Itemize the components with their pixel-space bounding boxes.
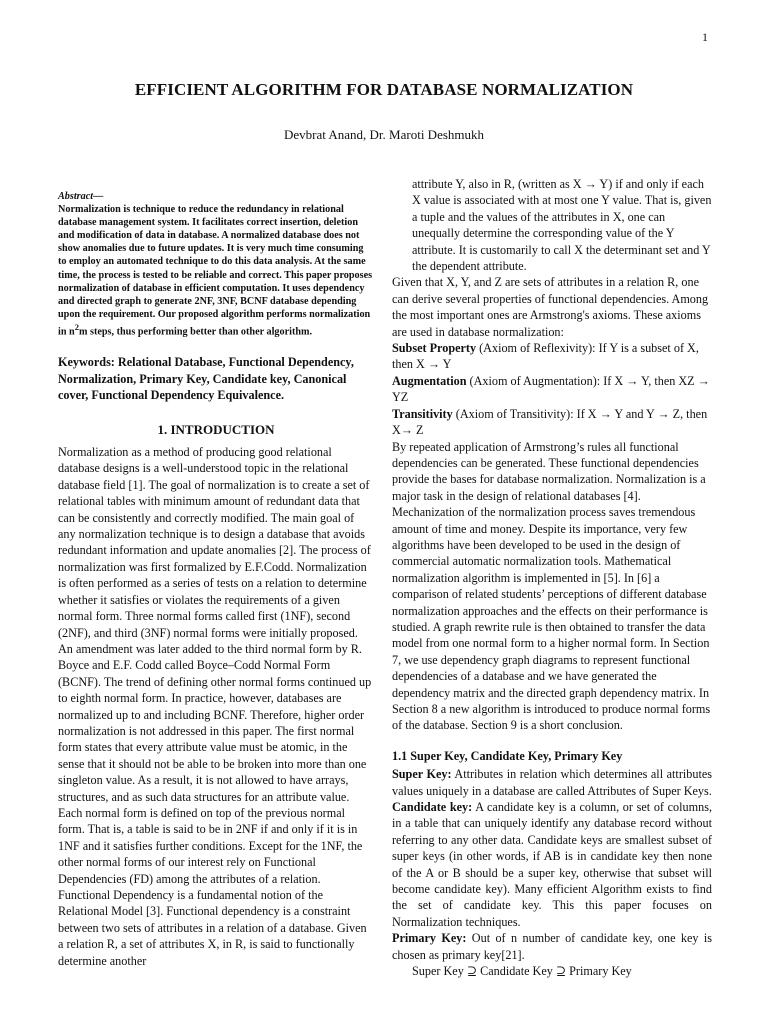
axiom-name: Transitivity (392, 406, 453, 421)
armstrong-paragraph: By repeated application of Armstrong’s rules all functional dependencies can be generated. These functional dependencies provide the bases for database normalization. Normalization is a major task in the design of relational databases [4]. Mechanization of the normalization process saves tremendous amount of time and money. Despite its importance, very few algorithms have been developed to be used in the design of commercial automatic normalization tools. Mathematical normalization algorithm is implemented in [5]. In [6] a comparison of related students’ perceptions of different database normalization approaches and the effects on their performance is studied. A graph rewrite rule is then obtained to transfer the data model from one normal form to a higher normal form. In Section 7, we use dependency graph diagrams to represent functional dependencies of a database and we have generated the dependency matrix and the directed graph dependency matrix. In Section 8 a new algorithm is introduced to produce normal forms of the database. Section 9 is a short conclusion. (392, 439, 711, 733)
abstract-text: Normalization is technique to reduce the redundancy in relational database management system. It facilitates correct insertion, deletion and modification of data in database. A normalized database does not show anomalies due to future updates. It is very much time consuming to employ an automated technique to do this data analysis. At the same time, the process is tested to be reliable and correct. This paper proposes normalization of database in efficient computation. It uses dependency and directed graph to generate 2NF, 3NF, BCNF database depending upon the requirement. Our proposed algorithm performs normalization in n (58, 204, 373, 338)
right-column (392, 176, 712, 980)
intro-paragraph: Normalization as a method of producing good relational database designs is a well-understood topic in the relational database field [1]. The goal of normalization is to create a set of relational tables with minimum amount of redundant data that can be consistently and correctly modified. The main goal of any normalization technique is to design a database that avoids redundant information and update anomalies [2]. The process of normalization was first formalized by E.F.Codd. Normalization is often performed as a series of tests on a relation to determine whether it satisfies or violates the requirements of a given normal form. Three normal forms called first (1NF), second (2NF), and third (3NF) normal forms were initially proposed. An amendment was later added to the third normal form by R. Boyce and E.F. Codd called Boyce–Codd Normal Form (BCNF). The trend of defining other normal forms continued up to eighth normal form. In practice, however, databases are normalized up to and including BCNF. Therefore, higher order normalization is not addressed in this paper. The first normal form states that every attribute value must be atomic, in the sense that it should not be able to be broken into more than one singleton value. As a result, it is not allowed to have arrays, structures, and as such data structures for an attribute value. Each normal form is defined on top of the previous normal form. That is, a table is said to be in 2NF if and only if it is in 1NF and it satisfies further conditions. Except for the 1NF, the other normal forms of our interest rely on Functional Dependencies (FD) among the attributes of a relation. Functional Dependency is a fundamental notion of the Relational Model [3]. Functional dependency is a constraint between two sets of attributes in a relation of a database. Given a relation R, a set of attributes X, in R, is said to functionally determine another (58, 445, 372, 968)
axiom-text: (Axiom of Augmentation): If X → Y, then XZ → YZ (392, 373, 710, 405)
axiom-text: (Axiom of Transitivity): If X → Y and Y → Z, then X→ Z (392, 406, 708, 438)
axioms-intro-paragraph: Given that X, Y, and Z are sets of attributes in a relation R, one can derive several properties of functional dependencies. Among the most important ones are Armstrong's axioms. These axioms are used in database normalization: (392, 275, 709, 339)
definition-candidate-key (392, 799, 712, 930)
abstract-text-end: m steps, thus performing better than other algorithm. (78, 326, 313, 338)
definition-text: Attributes in relation which determines all attributes values uniquely in a database are called Attributes of Super Keys. (392, 767, 712, 798)
left-column (58, 190, 374, 969)
fd-definition-paragraph: attribute Y, also in R, (written as X → Y) if and only if each X value is associated with at most one Y value. That is, given a tuple and the values of the attributes in X, one can unequally determine the corresponding value of the Y attribute. It is customarily to call X the determinant set and Y the dependent attribute. (412, 177, 712, 274)
keywords: Keywords: Relational Database, Functional Dependency, Normalization, Primary Key, Candidate key, Canonical cover, Functional Dependency Equivalence. (58, 355, 354, 403)
abstract (58, 190, 374, 338)
paper-title: EFFICIENT ALGORITHM FOR DATABASE NORMALIZATION (134, 80, 634, 99)
definition-text: Out of n number of candidate key, one key is chosen as primary key[21]. (392, 931, 713, 962)
axiom-augmentation (392, 373, 712, 406)
axiom-name: Augmentation (392, 373, 467, 388)
subsection-heading: 1.1 Super Key, Candidate Key, Primary Key (392, 748, 623, 763)
axiom-name: Subset Property (392, 341, 477, 356)
definition-text: A candidate key is a column, or set of columns, in a table that can uniquely identify any database record without referring to any other data. Candidate keys are smallest subset of super keys (in other words, if AB is in candidate key then none of the A or B should be a super key, otherwise that subset will become candidate key). Many efficient Algorithm exists to find the set of candidate key. This this paper focuses on Normalization techniques. (392, 800, 712, 929)
definition-term: Primary Key: (392, 931, 467, 946)
definition-super-key (392, 766, 712, 799)
key-relation: Super Key ⊇ Candidate Key ⊇ Primary Key (412, 964, 632, 979)
page-number: 1 (702, 30, 708, 44)
intro-heading: 1. INTRODUCTION (157, 421, 275, 437)
definition-term: Candidate key: (392, 800, 473, 815)
authors: Devbrat Anand, Dr. Maroti Deshmukh (283, 127, 485, 142)
abstract-sup: 2 (74, 321, 79, 332)
definition-term: Super Key: (392, 767, 452, 782)
axiom-transitivity (392, 406, 712, 439)
axiom-reflexivity (392, 340, 712, 373)
definition-primary-key (392, 930, 712, 963)
axiom-text: (Axiom of Reflexivity): If Y is a subset of X, then X → Y (392, 341, 699, 372)
abstract-label: Abstract— (58, 191, 104, 202)
